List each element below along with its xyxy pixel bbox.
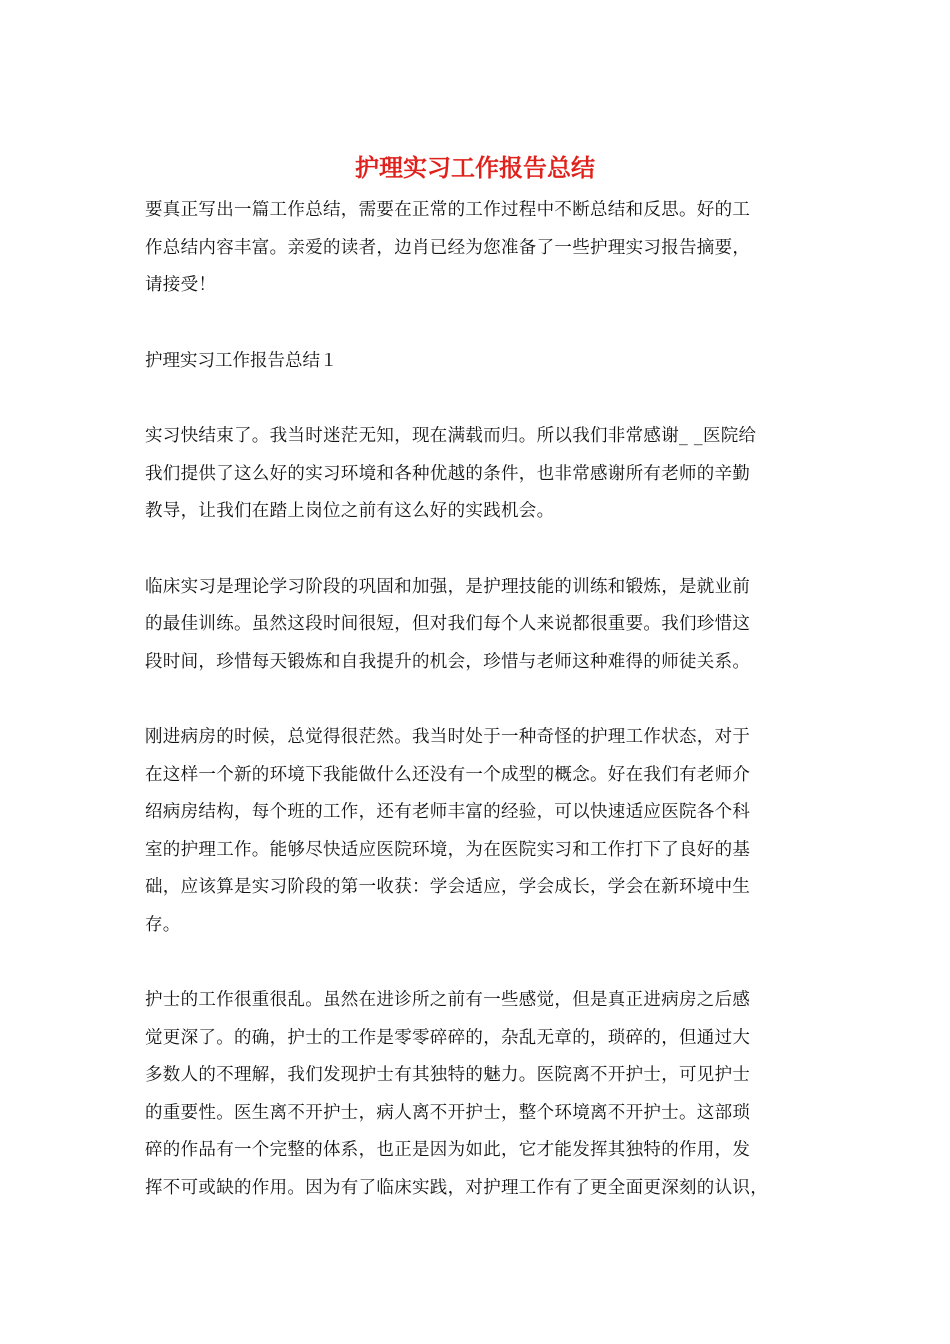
- text-line: 存。: [145, 914, 181, 935]
- body-paragraph: [145, 982, 810, 1207]
- text-line: 教导，让我们在踏上岗位之前有这么好的实践机会。: [145, 501, 555, 521]
- text-line: 础，应该算是实习阶段的第一收获：学会适应，学会成长，学会在新环境中生: [145, 877, 751, 897]
- intro-paragraph: [145, 192, 810, 305]
- text-line: 刚进病房的时候，总觉得很茫然。我当时处于一种奇怪的护理工作状态，对于: [145, 727, 751, 747]
- text-line: 段时间，珍惜每天锻炼和自我提升的机会，珍惜与老师这种难得的师徒关系。: [145, 651, 751, 672]
- document-title: 护理实习工作报告总结: [355, 153, 595, 182]
- text-line: 护士的工作很重很乱。虽然在进诊所之前有一些感觉，但是真正进病房之后感: [145, 990, 751, 1010]
- text-line: 绍病房结构，每个班的工作，还有老师丰富的经验，可以快速适应医院各个科: [145, 802, 751, 822]
- body-paragraph: [145, 418, 810, 531]
- text-line: 多数人的不理解，我们发现护士有其独特的魅力。医院离不开护士，可见护士: [145, 1065, 751, 1085]
- text-line: 作总结内容丰富。亲爱的读者，边肖已经为您准备了一些护理实习报告摘要，: [145, 237, 751, 258]
- document-body: [145, 192, 810, 1245]
- text-line: 的重要性。医生离不开护士，病人离不开护士，整个环境离不开护士。这部琐: [145, 1102, 751, 1123]
- text-line: 觉更深了。的确，护士的工作是零零碎碎的，杂乱无章的，琐碎的，但通过大: [145, 1027, 751, 1048]
- text-line: 的最佳训练。虽然这段时间很短，但对我们每个人来说都很重要。我们珍惜这: [145, 614, 751, 634]
- text-line: 在这样一个新的环境下我能做什么还没有一个成型的概念。好在我们有老师介: [145, 764, 751, 785]
- text-line: 室的护理工作。能够尽快适应医院环境，为在医院实习和工作打下了良好的基: [145, 839, 751, 860]
- body-paragraph: [145, 569, 810, 682]
- section-heading: 护理实习工作报告总结１: [145, 350, 338, 371]
- text-line: 要真正写出一篇工作总结，需要在正常的工作过程中不断总结和反思。好的工: [145, 200, 751, 220]
- text-line: 临床实习是理论学习阶段的巩固和加强，是护理技能的训练和锻炼，是就业前: [145, 576, 751, 597]
- body-paragraph: [145, 719, 810, 944]
- text-line: 挥不可或缺的作用。因为有了临床实践，对护理工作有了更全面更深刻的认识，: [145, 1177, 768, 1198]
- text-line: 我们提供了这么好的实习环境和各种优越的条件，也非常感谢所有老师的辛勤: [145, 463, 751, 484]
- text-line: 请接受！: [145, 275, 217, 295]
- text-line: 实习快结束了。我当时迷茫无知，现在满载而归。所以我们非常感谢_ _医院给: [145, 426, 757, 446]
- text-line: 碎的作品有一个完整的体系，也正是因为如此，它才能发挥其独特的作用，发: [145, 1140, 751, 1160]
